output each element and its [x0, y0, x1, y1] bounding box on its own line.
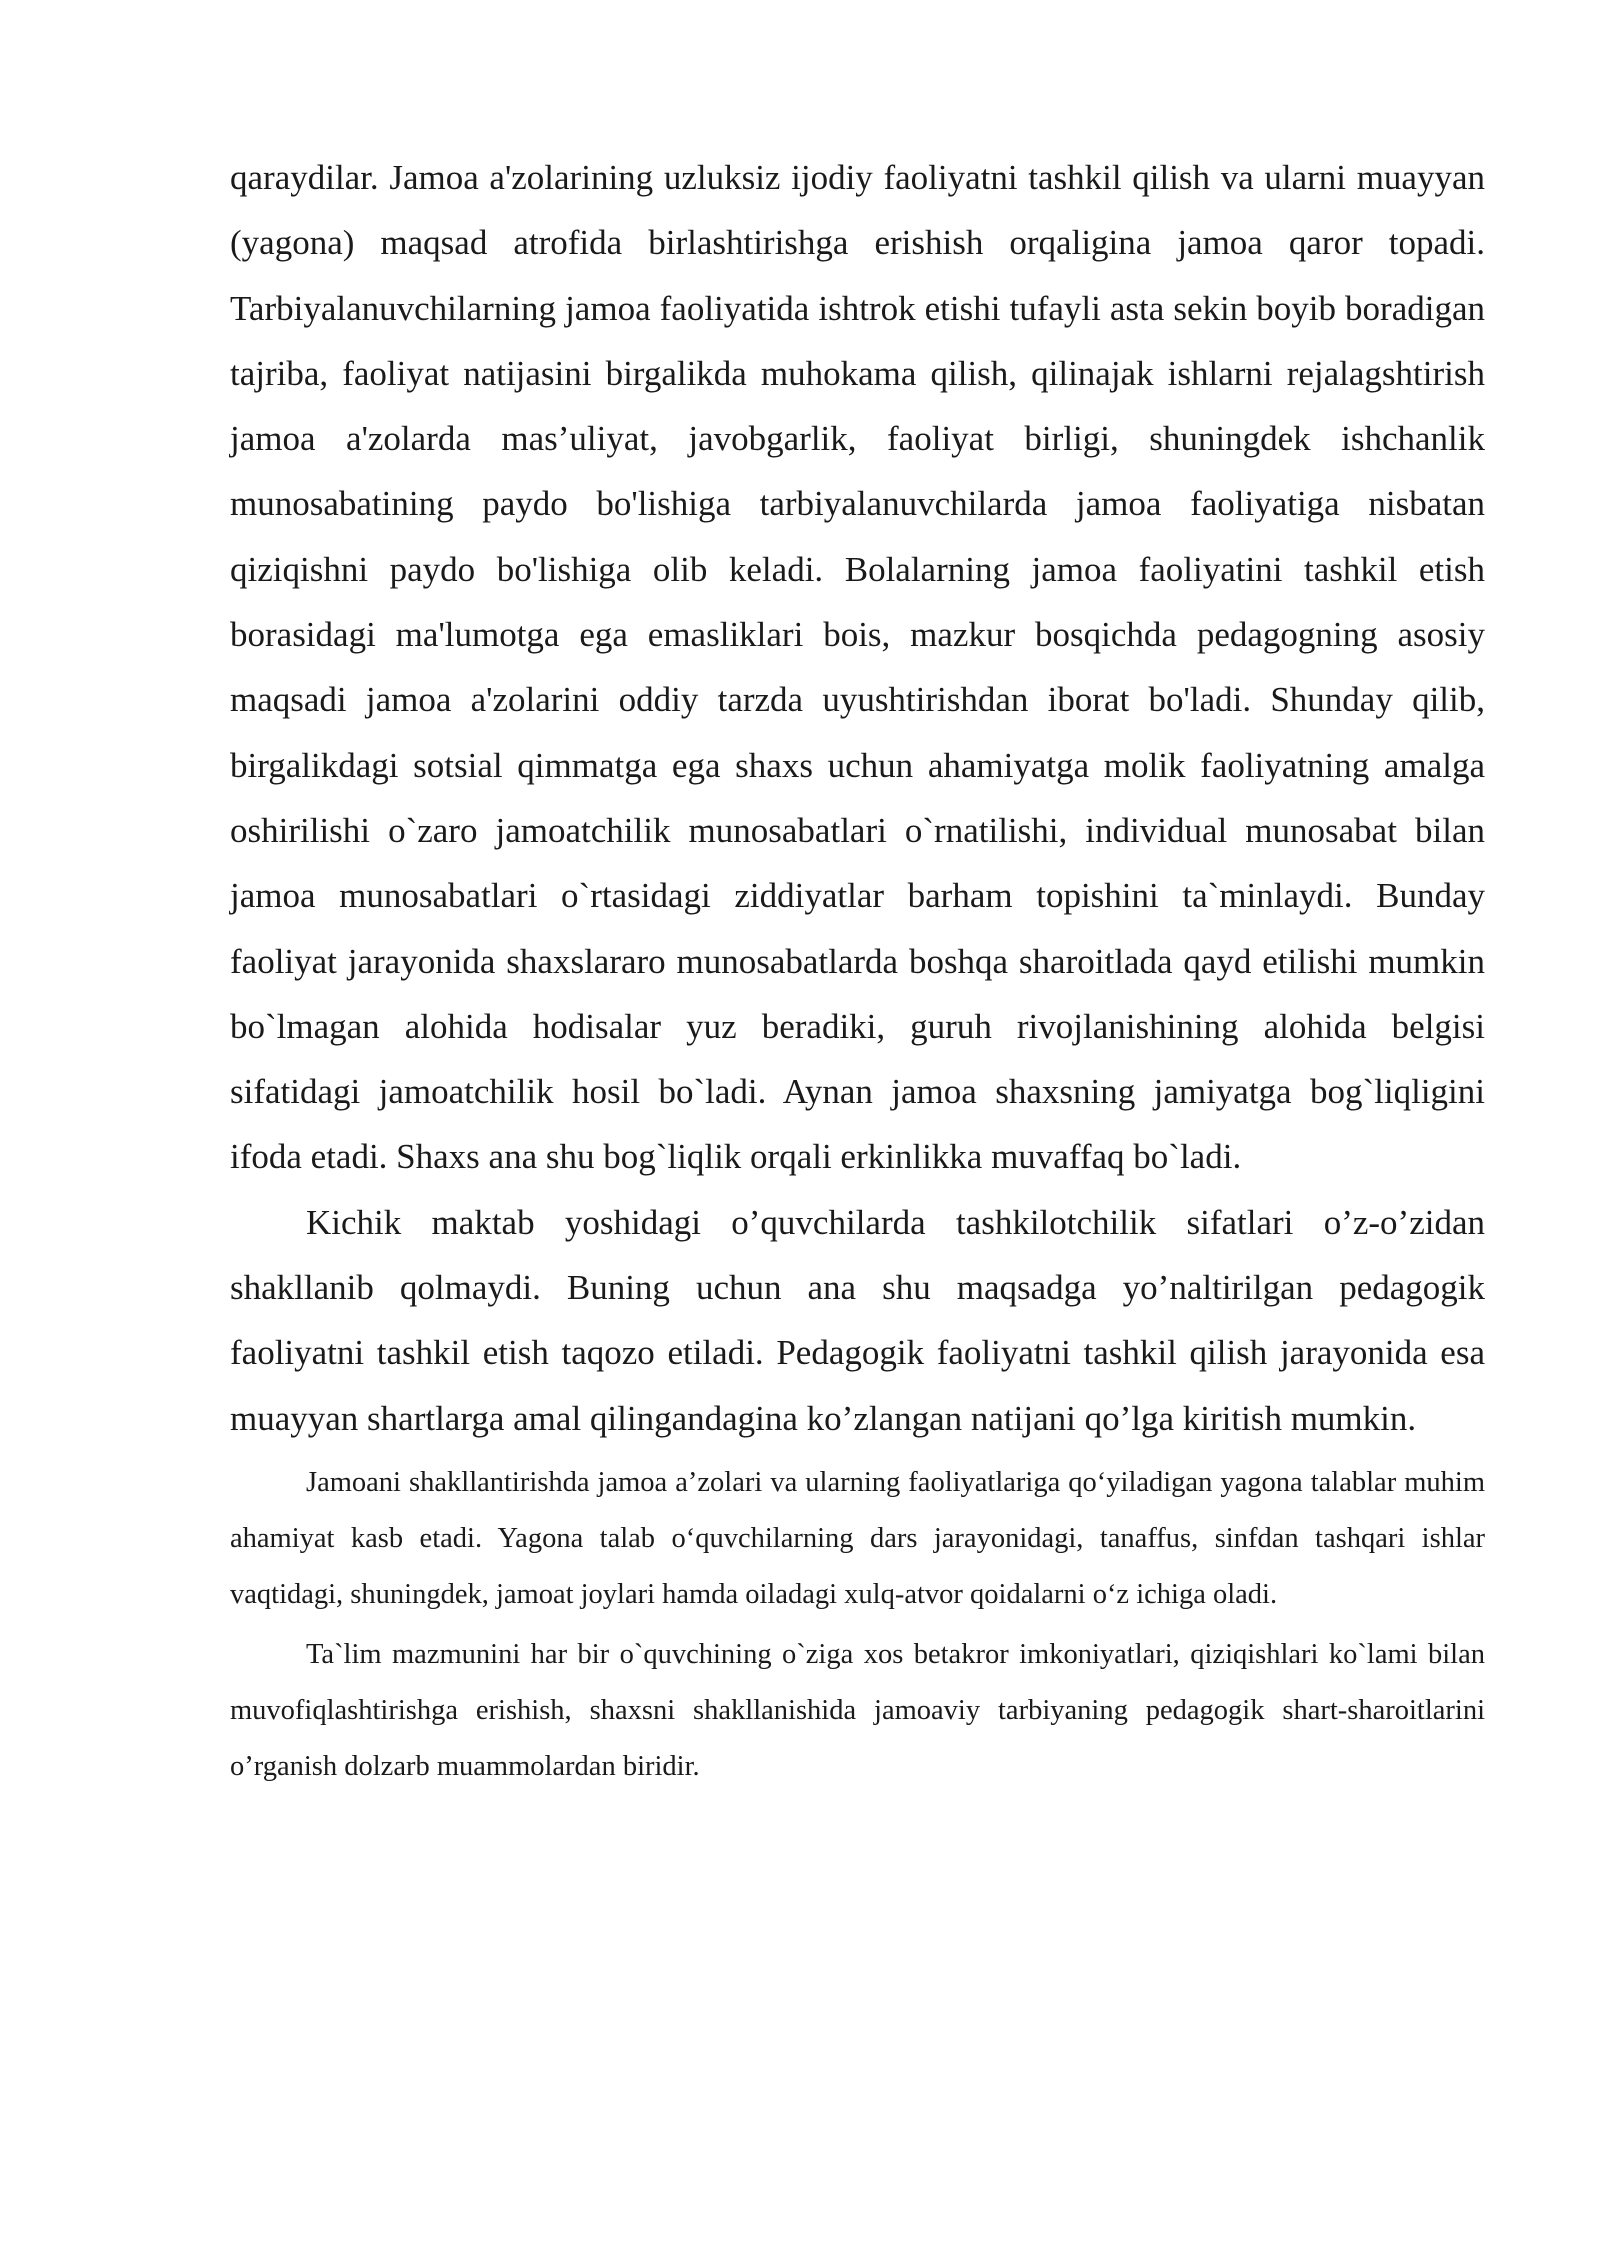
- paragraph-4: Ta`lim mazmunini har bir o`quvchining o`ziga xos betakror imkoniyatlari, qiziqishlari ko`lami bilan muvofiqlashtirishga erishish, shaxsni shakllanishida jamoaviy tarbiyaning pedagogik shart-sharoitlarini o’rganish dolzarb muammolardan biridir.: [230, 1638, 1485, 1782]
- paragraph-3: Jamoani shakllantirishda jamoa a’zolari va ularning faoliyatlariga qo‘yiladigan yagona talablar muhim ahamiyat kasb etadi. Yagona talab o‘quvchilarning dars jarayonidagi, tanaffus, sinfdan tashqari ishlar vaqtidagi, shuningdek, jamoat joylari hamda oiladagi xulq-atvor qoidalarni o‘z ichiga oladi.: [230, 1466, 1485, 1610]
- document-body: [230, 145, 1485, 1795]
- paragraph-2: Kichik maktab yoshidagi o’quvchilarda tashkilotchilik sifatlari o’z-o’zidan shakllanib qolmaydi. Buning uchun ana shu maqsadga yo’naltirilgan pedagogik faoliyatni tashkil etish taqozo etiladi. Pedagogik faoliyatni tashkil qilish jarayonida esa muayyan shartlarga amal qilingandagina ko’zlangan natijani qo’lga kiritish mumkin.: [230, 1202, 1485, 1438]
- paragraph-1: qaraydilar. Jamoa a'zolarining uzluksiz ijodiy faoliyatni tashkil qilish va ularni muayyan (yagona) maqsad atrofida birlashtirishga erishish orqaligina jamoa qaror topadi. Tarbiyalanuvchilarning jamoa faoliyatida ishtrok etishi tufayli asta sekin boyib boradigan tajriba, faoliyat natijasini birgalikda muhokama qilish, qilinajak ishlarni rejalagshtirish jamoa a'zolarda mas’uliyat, javobgarlik, faoliyat birligi, shuningdek ishchanlik munosabatining paydo bo'lishiga tarbiyalanuvchilarda jamoa faoliyatiga nisbatan qiziqishni paydo bo'lishiga olib keladi. Bolalarning jamoa faoliyatini tashkil etish borasidagi ma'lumotga ega emasliklari bois, mazkur bosqichda pedagogning asosiy maqsadi jamoa a'zolarini oddiy tarzda uyushtirishdan iborat bo'ladi. Shunday qilib, birgalikdagi sotsial qimmatga ega shaxs uchun ahamiyatga molik faoliyatning amalga oshirilishi o`zaro jamoatchilik munosabatlari o`rnatilishi, individual munosabat bilan jamoa munosabatlari o`rtasidagi ziddiyatlar barham topishini ta`minlaydi. Bunday faoliyat jarayonida shaxslararo munosabatlarda boshqa sharoitlada qayd etilishi mumkin bo`lmagan alohida hodisalar yuz beradiki, guruh rivojlanishining alohida belgisi sifatidagi jamoatchilik hosil bo`ladi. Aynan jamoa shaxsning jamiyatga bog`liqligini ifoda etadi. Shaxs ana shu bog`liqlik orqali erkinlikka muvaffaq bo`ladi.: [230, 158, 1485, 1177]
